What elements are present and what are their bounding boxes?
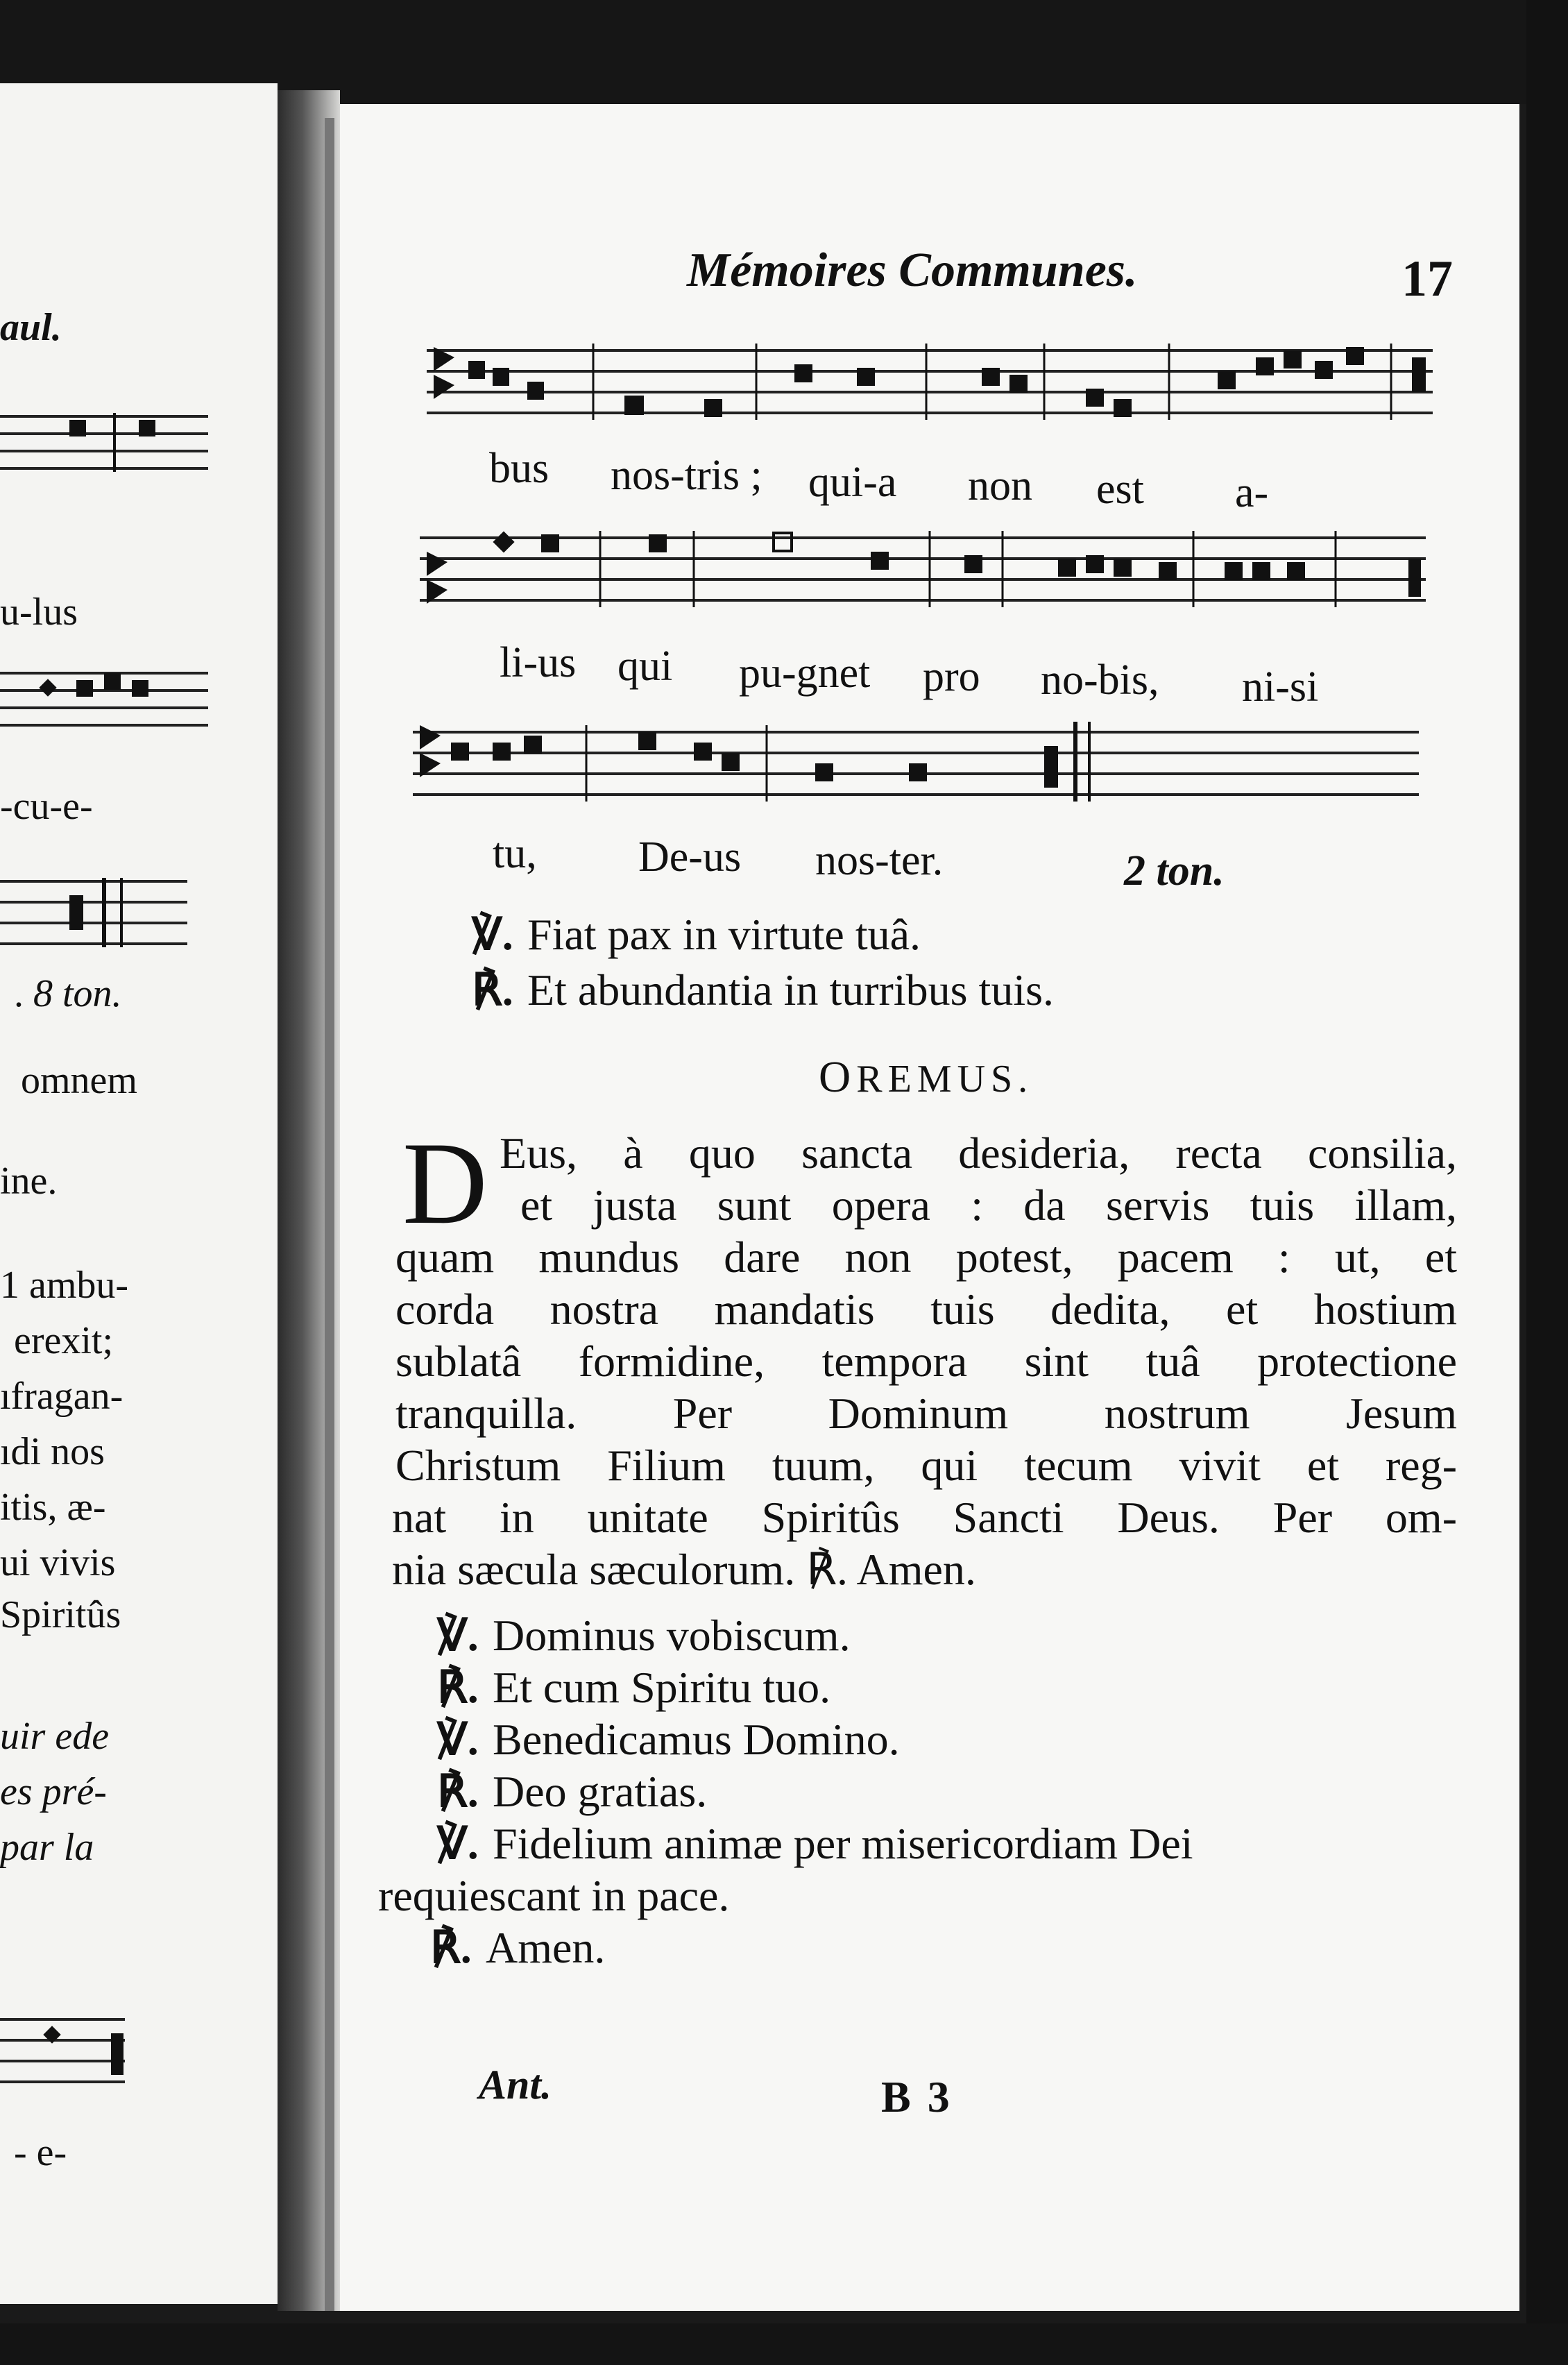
versicle-symbol: ℣. — [437, 1715, 479, 1764]
chant-syllable: qui — [617, 643, 673, 690]
left-fragment: par la — [0, 1826, 94, 1869]
prayer-line: nat in unitate Spiritûs Sancti Deus. Per om- — [392, 1493, 1457, 1542]
scan-border-bottom — [0, 2323, 1568, 2365]
page-number: 17 — [1401, 251, 1453, 307]
versicle — [437, 1818, 1422, 1870]
left-staff-1 — [0, 402, 208, 472]
left-fragment: - e- — [14, 2131, 67, 2174]
drop-cap: D — [402, 1118, 488, 1248]
versicle-symbol: ℣. — [437, 1611, 479, 1660]
chant-syllable: nos-ter. — [815, 837, 944, 884]
chant-tone: 2 ton. — [1124, 847, 1225, 895]
left-staff-3 — [0, 867, 208, 958]
chant-syllable: est — [1096, 466, 1144, 513]
left-fragment: uir ede — [0, 1715, 110, 1758]
left-page-fragment — [0, 83, 278, 2304]
left-fragment-heading: aul. — [0, 306, 62, 349]
catchword: Ant. — [479, 2062, 552, 2108]
versicle — [472, 909, 921, 960]
chant-syllable: nos-tris ; — [611, 452, 762, 499]
chant-staff-1 — [427, 333, 1433, 423]
chant-syllable: li-us — [500, 639, 577, 686]
chant-syllable: tu, — [493, 830, 537, 877]
left-fragment: itis, æ- — [0, 1486, 106, 1529]
scan-border-right — [1526, 0, 1568, 2365]
prayer-line: et justa sunt opera : da servis tuis illam, — [520, 1180, 1457, 1230]
left-fragment: u-lus — [0, 591, 78, 634]
versicle-symbol: ℣. — [437, 1819, 479, 1868]
response-text: Amen. — [486, 1923, 606, 1972]
left-staff-2 — [0, 659, 208, 736]
prayer-line: Eus, à quo sancta desideria, recta consilia, — [500, 1128, 1457, 1178]
oremus-initial: O — [819, 1052, 857, 1101]
prayer-line: sublatâ formidine, tempora sint tuâ protectione — [395, 1337, 1457, 1386]
response — [437, 1766, 707, 1817]
prayer-line: quam mundus dare non potest, pacem : ut, et — [395, 1232, 1457, 1282]
oremus-rest: REMUS. — [856, 1058, 1034, 1101]
left-fragment: ine. — [0, 1160, 58, 1203]
prayer-line: tranquilla. Per Dominum nostrum Jesum — [395, 1389, 1457, 1438]
left-fragment: es pré- — [0, 1770, 107, 1813]
chant-syllable: pu-gnet — [739, 650, 871, 697]
response — [472, 965, 1054, 1016]
versicle-continuation: requiescant in pace. — [378, 1871, 730, 1920]
chant-syllable: bus — [489, 445, 549, 492]
chant-syllable: a- — [1235, 469, 1269, 516]
left-fragment-tone: 8 ton. — [33, 972, 122, 1015]
left-fragment: ui vivis — [0, 1541, 116, 1584]
response-text: Deo gratias. — [493, 1767, 708, 1816]
left-fragment: ıdi nos — [0, 1430, 105, 1473]
versicle-text: Benedicamus Domino. — [493, 1715, 900, 1764]
versicle — [437, 1610, 851, 1661]
chant-syllable: qui-a — [808, 459, 897, 506]
left-fragment: 1 ambu- — [0, 1264, 129, 1307]
versicle-text: Fiat pax in virtute tuâ. — [527, 910, 921, 959]
response-symbol: ℟. — [430, 1923, 472, 1972]
left-fragment: -cu-e- — [0, 785, 93, 828]
page-edge-shadow — [325, 118, 334, 2311]
chant-syllable: De-us — [638, 833, 742, 881]
response — [437, 1662, 830, 1713]
prayer-line: Christum Filium tuum, qui tecum vivit et reg- — [395, 1441, 1457, 1490]
running-title: Mémoires Communes. — [687, 244, 1138, 297]
left-fragment: Spiritûs — [0, 1593, 121, 1636]
chant-syllable: non — [968, 462, 1032, 509]
left-staff-4 — [0, 2006, 208, 2096]
chant-staff-3 — [413, 715, 1419, 805]
left-fragment: erexit; — [14, 1319, 114, 1362]
prayer-line: corda nostra mandatis tuis dedita, et hostium — [395, 1285, 1457, 1334]
chant-syllable: no-bis, — [1041, 656, 1159, 704]
left-fragment: omnem — [21, 1059, 137, 1102]
response — [430, 1922, 605, 1974]
chant-syllable: ni-si — [1242, 663, 1319, 711]
response-text: Et cum Spiritu tuo. — [493, 1663, 831, 1712]
response-symbol: ℟. — [472, 965, 513, 1015]
response-symbol: ℟. — [437, 1663, 479, 1712]
versicle-text: Fidelium animæ per misericordiam Dei — [493, 1819, 1193, 1868]
versicle-text: Dominus vobiscum. — [493, 1611, 851, 1660]
left-fragment: ıfragan- — [0, 1375, 123, 1418]
left-fragment-syllable: e- — [36, 2131, 67, 2174]
versicle — [437, 1714, 900, 1765]
chant-staff-2 — [420, 520, 1426, 611]
signature-mark: B 3 — [881, 2072, 953, 2121]
prayer-line: nia sæcula sæculorum. ℟. Amen. — [392, 1545, 976, 1594]
versicle-symbol: ℣. — [472, 910, 513, 959]
right-page — [340, 104, 1519, 2311]
response-symbol: ℟. — [437, 1767, 479, 1816]
oremus-heading — [819, 1051, 1033, 1103]
left-fragment: . 8 ton. — [14, 972, 122, 1015]
response-text: Et abundantia in turribus tuis. — [527, 965, 1054, 1015]
chant-syllable: pro — [923, 653, 980, 700]
